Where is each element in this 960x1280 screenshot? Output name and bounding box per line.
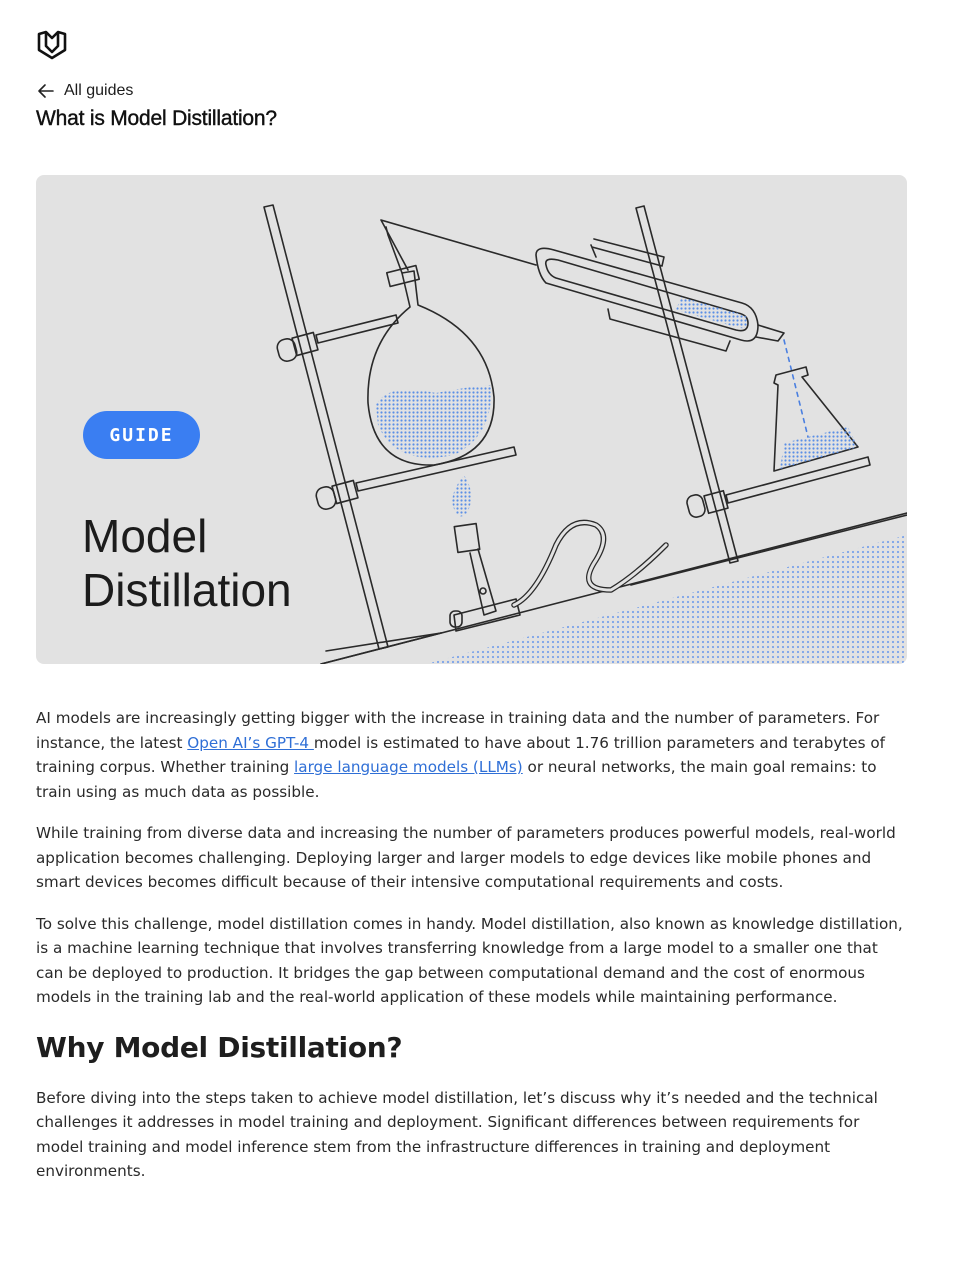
all-guides-link[interactable] bbox=[36, 81, 133, 101]
intro-text-3: or neural networks, the main goal remains: to train using as much data as possible. bbox=[36, 758, 877, 801]
intro-text-2: model is estimated to have about 1.76 trillion parameters and terabytes of training corpus. Whether training bbox=[36, 733, 886, 776]
intro-paragraph bbox=[36, 706, 908, 804]
hero-title-line-2: Distillation bbox=[82, 564, 292, 616]
paragraph-4: Before diving into the steps taken to achieve model distillation, let’s discuss why it’s needed and the technical challenges it addresses in model training and deployment. Significant differences between requirements for model training and model inference stem from the infrastructure differences in training and deployment environments. bbox=[36, 1088, 878, 1180]
intro-text-1: AI models are increasingly getting bigger with the increase in training data and the number of parameters. For instance, the latest bbox=[36, 709, 880, 752]
paragraph-2: While training from diverse data and increasing the number of parameters produces powerful models, real-world application becomes challenging. Deploying larger and larger models to edge devices like mobile phones and smart devices becomes difficult because of their intensive computational requirements and costs. bbox=[36, 824, 896, 891]
paragraph-3: To solve this challenge, model distillation comes in handy. Model distillation, also known as knowledge distillation, is a machine learning technique that involves transferring knowledge from a large model to a smaller one that can be deployed to production. It bridges the gap between computational demand and the cost of enormous models in the training lab and the real-world application of these models while maintaining performance. bbox=[36, 914, 903, 1006]
page-title: What is Model Distillation? bbox=[36, 107, 277, 130]
hero-title bbox=[82, 509, 292, 617]
llm-link[interactable]: large language models (LLMs) bbox=[294, 758, 523, 776]
guide-badge: GUIDE bbox=[83, 411, 200, 459]
hero-banner bbox=[36, 175, 907, 664]
gpt4-link[interactable]: Open AI’s GPT-4 bbox=[187, 733, 314, 752]
brand-logo-icon[interactable] bbox=[36, 28, 68, 60]
arrow-left-icon bbox=[36, 81, 56, 101]
hero-title-line-1: Model bbox=[82, 510, 208, 562]
article-body bbox=[36, 706, 908, 1201]
all-guides-label: All guides bbox=[64, 82, 134, 99]
section-heading: Why Model Distillation? bbox=[36, 1030, 403, 1064]
